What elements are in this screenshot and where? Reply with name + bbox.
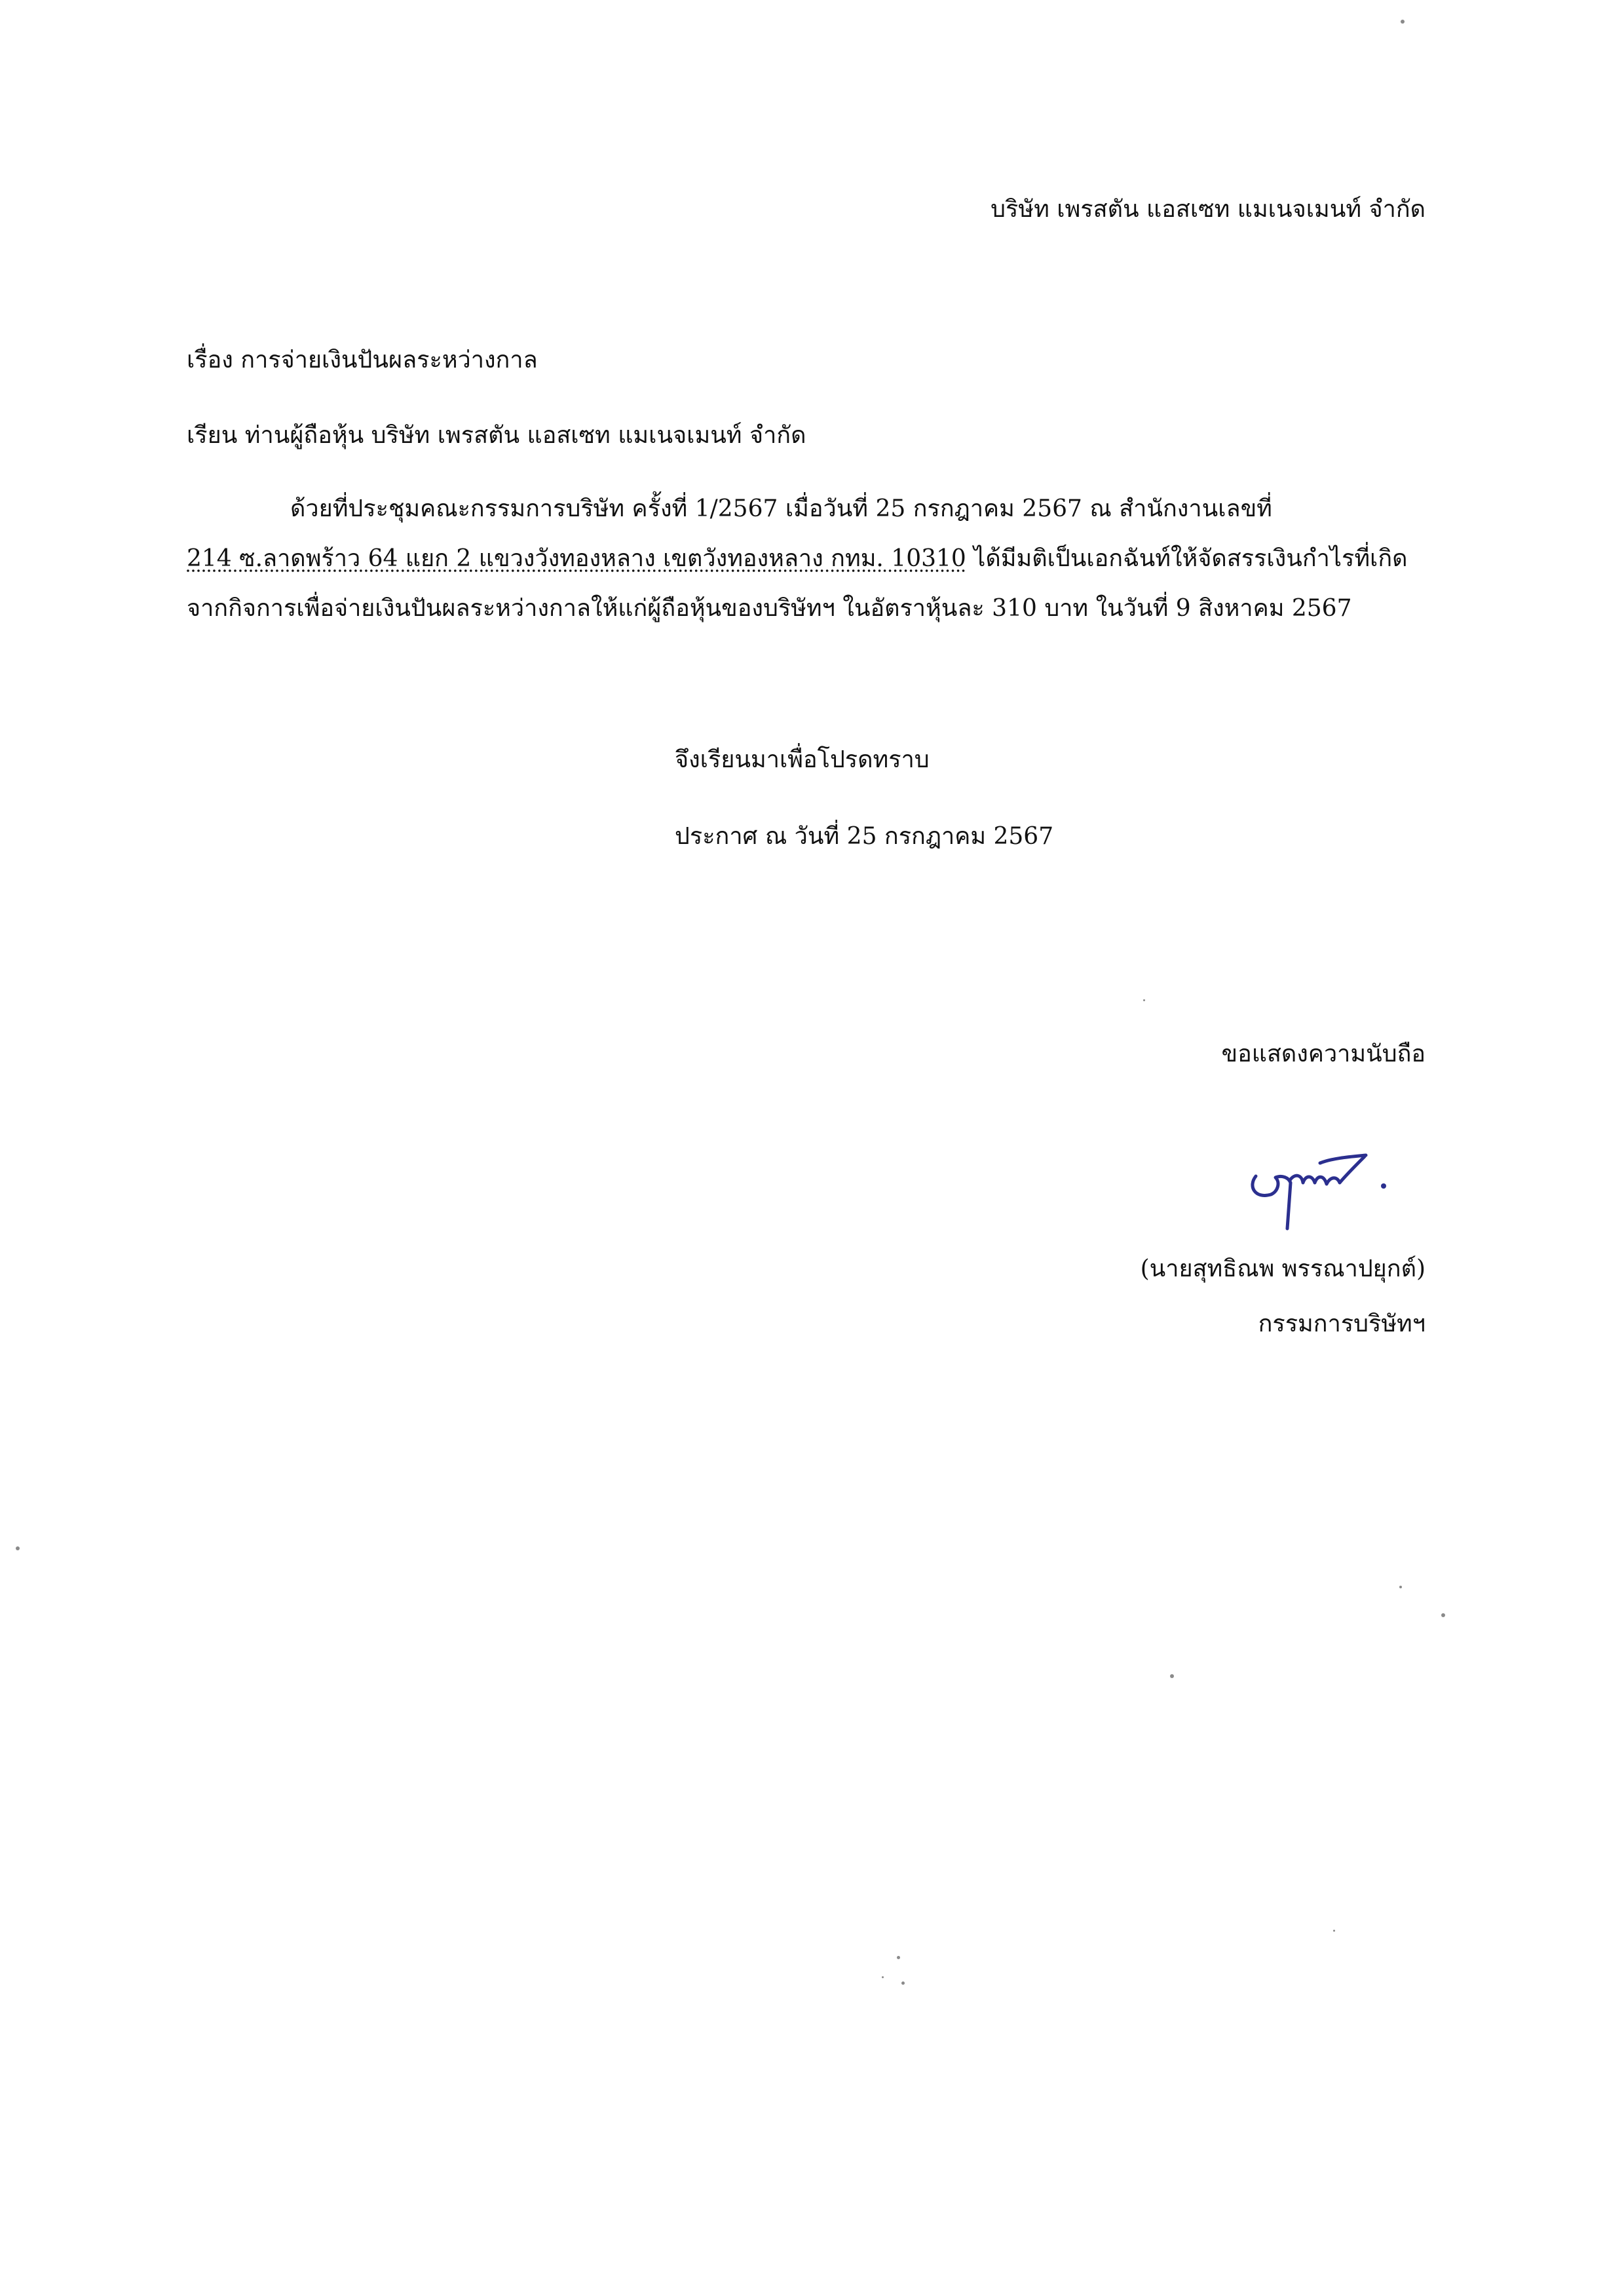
announcement-date: ประกาศ ณ วันที่ 25 กรกฎาคม 2567: [675, 823, 1054, 850]
scan-speck: [1441, 1613, 1445, 1617]
regards-text: ขอแสดงความนับถือ: [1221, 1041, 1426, 1067]
scan-speck: [901, 1981, 905, 1985]
scan-speck: [897, 1956, 900, 1959]
body-paragraph-line-1: ด้วยที่ประชุมคณะกรรมการบริษัท ครั้งที่ 1/2567 เมื่อวันที่ 25 กรกฎาคม 2567 ณ สำนักงานเลขที่: [290, 495, 1272, 522]
body-paragraph-line-2-rest: ได้มีมติเป็นเอกฉันท์ให้จัดสรรเงินกำไรที่เกิด: [966, 545, 1408, 572]
closing-notice: จึงเรียนมาเพื่อโปรดทราบ: [675, 746, 930, 773]
body-paragraph-line-3: จากกิจการเพื่อจ่ายเงินปันผลระหว่างกาลให้แก่ผู้ถือหุ้นของบริษัทฯ ในอัตราหุ้นละ 310 บาท ในวันที่ 9 สิงหาคม 2567: [187, 595, 1352, 622]
signer-title: กรรมการบริษัทฯ: [1258, 1311, 1426, 1337]
office-address: 214 ซ.ลาดพร้าว 64 แยก 2 แขวงวังทองหลาง เขตวังทองหลาง กทม. 10310: [187, 545, 966, 572]
scan-speck: [882, 1976, 884, 1978]
scan-speck: [1401, 20, 1405, 24]
body-paragraph-line-2: [187, 543, 1408, 575]
letter-subject: เรื่อง การจ่ายเงินปันผลระหว่างกาล: [187, 347, 538, 373]
scan-speck: [1399, 1586, 1402, 1588]
signer-name: (นายสุทธิณพ พรรณาปยุกต์): [1140, 1255, 1426, 1282]
scan-speck: [16, 1546, 20, 1550]
scan-speck: [1333, 1930, 1335, 1932]
letter-addressee: เรียน ท่านผู้ถือหุ้น บริษัท เพรสตัน แอสเซท แมเนจเมนท์ จำกัด: [187, 422, 806, 449]
handwritten-signature: [1241, 1137, 1405, 1235]
scan-speck: [1170, 1674, 1174, 1678]
company-header: บริษัท เพรสตัน แอสเซท แมเนจเมนท์ จำกัด: [991, 196, 1426, 223]
scan-speck: [1143, 999, 1145, 1001]
